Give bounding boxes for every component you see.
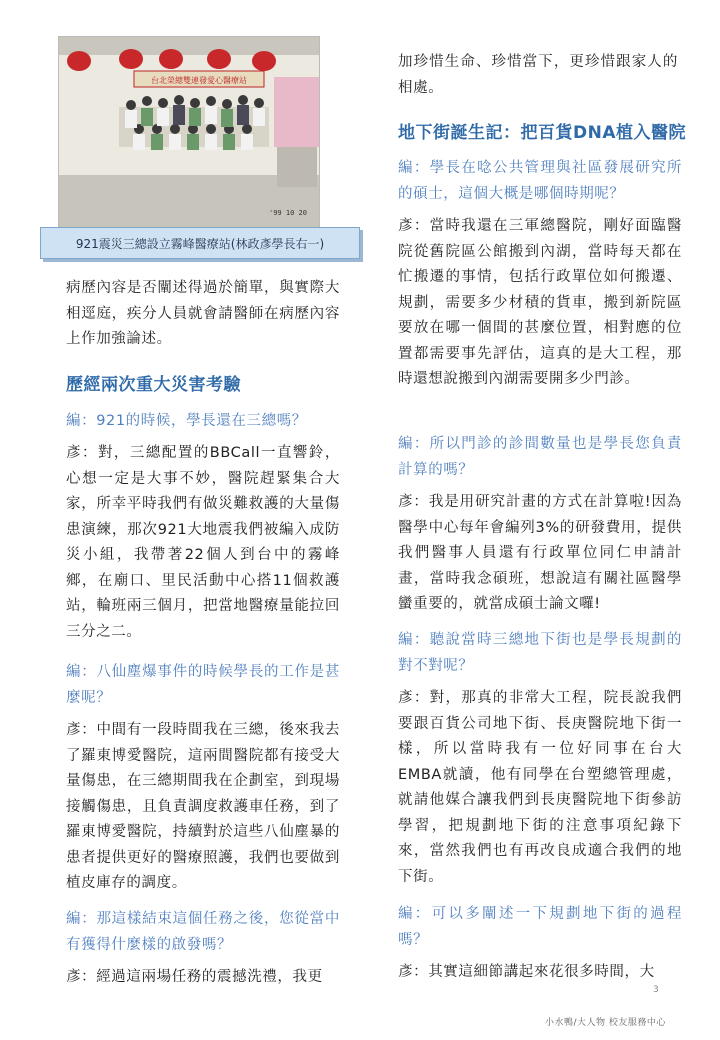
right-answer-4: 彥：其實這細節講起來花很多時間，大	[398, 964, 655, 980]
right-question-3: 編：聽說當時三總地下街也是學長規劃的對不對呢？	[398, 632, 682, 674]
page-number: 3	[653, 985, 659, 995]
right-continuation: 加珍惜生命、珍惜當下，更珍惜跟家人的相處。	[398, 54, 678, 96]
group-photo	[58, 36, 320, 230]
left-answer-3: 彥：經過這兩場任務的震撼洗禮，我更	[66, 969, 323, 985]
right-answer-3: 彥：對，那真的非常大工程，院長說我們要跟百貨公司地下街、長庚醫院地下街一樣，所以當時我有一位好同事在台大EMBA就讀，他有同學在台塑總管理處，就請他媒合讓我們到長庚醫院地下街參訪學習，把規劃地下街的注意事項紀錄下來，當然我們也有再改良成適合我們的地下街。	[398, 690, 682, 885]
page-footer: 小水鴨/大人物 校友服務中心	[545, 1018, 666, 1028]
left-section-heading: 歷經兩次重大災害考驗	[66, 375, 241, 395]
left-answer-2: 彥：中間有一段時間我在三總，後來我去了羅東博愛醫院，這兩間醫院都有接受大量傷患，在三總期間我在企劃室，到現場接觸傷患，且負責調度救護車任務，到了羅東博愛醫院，持續對於這些八仙塵暴的患者提供更好的醫療照護，我們也要做到植皮庫存的調度。	[66, 722, 340, 891]
right-question-1: 編：學長在唸公共管理與社區發展研究所的碩士，這個大概是哪個時期呢？	[398, 160, 682, 202]
photo-banner-text: 台北榮總雙連發愛心醫療站	[151, 76, 247, 85]
photo-date-stamp: '99 10 20	[269, 209, 307, 217]
right-answer-2: 彥：我是用研究計畫的方式在計算啦!因為醫學中心每年會編列3%的研發費用，提供我們醫事人員還有行政單位同仁申請計畫，當時我念碩班，想說這有關社區醫學蠻重要的，就當成碩士論文囉!	[398, 494, 682, 612]
photo-caption-text: 921震災三總設立霧峰醫療站(林政彥學長右一)	[75, 236, 325, 251]
right-question-4: 編：可以多闡述一下規劃地下街的過程嗎？	[398, 906, 682, 948]
right-section-heading: 地下街誕生記：把百貨DNA植入醫院	[398, 123, 686, 143]
photo-caption	[40, 227, 360, 259]
group-photo-image	[59, 37, 319, 229]
right-answer-1: 彥：當時我還在三軍總醫院，剛好面臨醫院從舊院區公館搬到內湖，當時每天都在忙搬遷的事情，包括行政單位如何搬遷、規劃，需要多少材積的貨車，搬到新院區要放在哪一個間的甚麼位置，相對應的位置都需要事先評估，這真的是大工程，那時還想說搬到內湖需要開多少門診。	[398, 218, 682, 387]
left-question-1: 編：921的時候，學長還在三總嗎？	[66, 413, 307, 429]
left-intro-paragraph: 病歷內容是否闡述得過於簡單，與實際大相逕庭，疾分人員就會請醫師在病歷內容上作加強論述。	[66, 280, 340, 347]
left-question-3: 編：那這樣結束這個任務之後，您從當中有獲得什麼樣的啟發嗎？	[66, 911, 340, 953]
left-answer-1: 彥：對，三總配置的BBCall一直響鈴，心想一定是大事不妙，醫院趕緊集合大家，所幸平時我們有做災難救護的大量傷患演練，那次921大地震我們被編入成防災小組，我帶著22個人到台中的霧峰鄉，在廟口、里民活動中心搭11個救護站，輪班兩三個月，把當地醫療量能拉回三分之二。	[66, 445, 340, 640]
right-question-2: 編：所以門診的診間數量也是學長您負責計算的嗎？	[398, 436, 682, 478]
left-question-2: 編：八仙塵爆事件的時候學長的工作是甚麼呢？	[66, 664, 340, 706]
